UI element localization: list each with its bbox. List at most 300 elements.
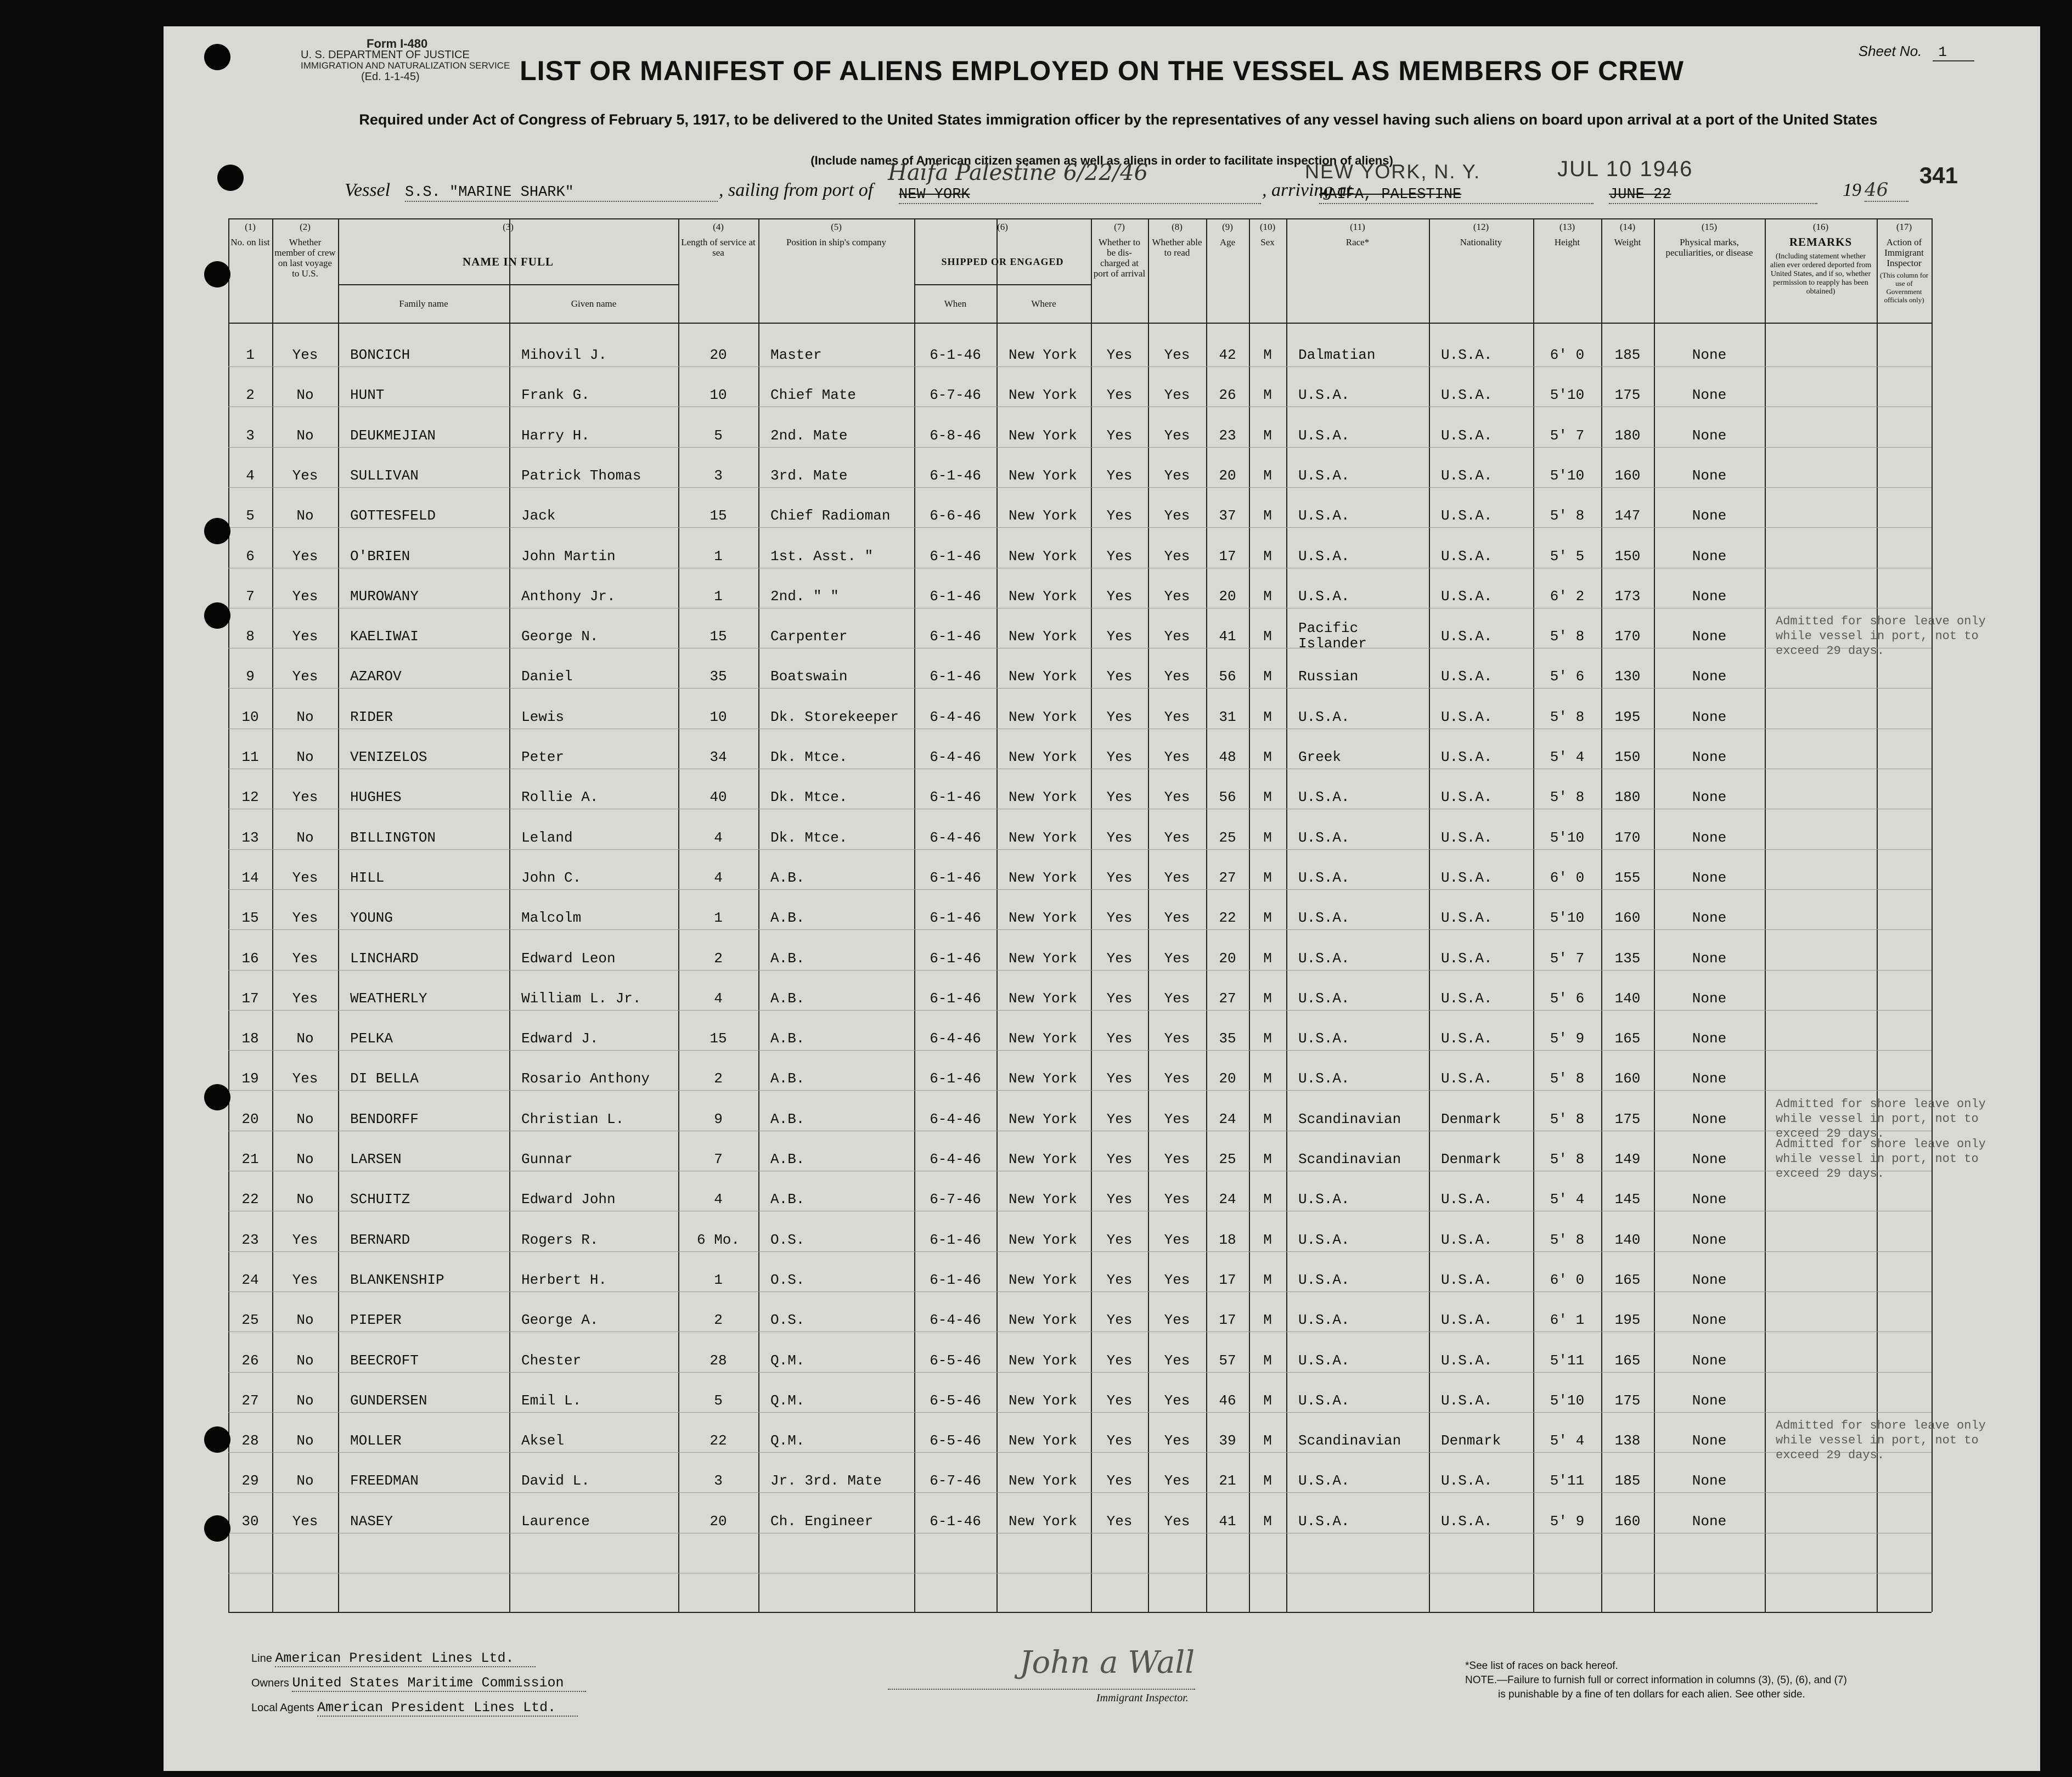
cell-age: 17: [1219, 1312, 1236, 1329]
cell-disch: Yes: [1106, 950, 1133, 967]
cell-position: 2nd. " ": [770, 588, 839, 605]
cell-marks: None: [1692, 507, 1727, 524]
cell-position: A.B.: [770, 869, 805, 886]
cell-read: Yes: [1164, 950, 1190, 967]
cell-race: Scandinavian: [1298, 1151, 1401, 1167]
remark-shore-leave: [1776, 614, 1986, 658]
cell-given: Rosario Anthony: [521, 1070, 650, 1087]
cell-given: George N.: [521, 628, 599, 645]
cell-where: New York: [1009, 548, 1077, 565]
cell-read: Yes: [1164, 910, 1190, 927]
cell-sex: M: [1263, 990, 1272, 1007]
inspector-label: Immigrant Inspector.: [1096, 1692, 1189, 1704]
cell-disch: Yes: [1106, 1030, 1133, 1047]
cell-last: Yes: [292, 668, 318, 685]
cell-when: 6-1-46: [930, 910, 981, 927]
cell-family: SULLIVAN: [350, 467, 419, 484]
cell-nat: U.S.A.: [1441, 1473, 1493, 1490]
cell-no: 25: [241, 1312, 259, 1329]
cell-given: Emil L.: [521, 1392, 582, 1409]
table-border-bottom: [228, 1612, 1932, 1613]
cell-position: A.B.: [770, 910, 805, 927]
cell-sex: M: [1263, 1432, 1272, 1449]
cell-weight: 173: [1614, 588, 1641, 605]
cell-where: New York: [1009, 668, 1077, 685]
cell-read: Yes: [1164, 990, 1190, 1007]
table-row: [228, 668, 1932, 708]
cell-position: Chief Mate: [770, 387, 857, 404]
cell-service: 20: [710, 347, 727, 363]
cell-nat: Denmark: [1441, 1110, 1501, 1127]
table-row: [228, 467, 1932, 507]
cell-marks: None: [1692, 467, 1727, 484]
cell-read: Yes: [1164, 427, 1190, 444]
cell-height: 5' 9: [1550, 1030, 1585, 1047]
table-row: [228, 910, 1932, 950]
cell-given: Peter: [521, 749, 565, 765]
cell-read: Yes: [1164, 668, 1190, 685]
cell-service: 15: [710, 628, 727, 645]
cell-race: U.S.A.: [1298, 588, 1350, 605]
cell-race: U.S.A.: [1298, 1191, 1350, 1208]
cell-when: 6-1-46: [930, 990, 981, 1007]
cell-given: Edward Leon: [521, 950, 616, 967]
cell-position: Chief Radioman: [770, 507, 891, 524]
cell-when: 6-7-46: [930, 387, 981, 404]
cell-when: 6-1-46: [930, 588, 981, 605]
column-number: (16): [1812, 222, 1829, 232]
punch-hole: [204, 602, 230, 629]
cell-nat: U.S.A.: [1441, 588, 1493, 605]
cell-when: 6-5-46: [930, 1352, 981, 1369]
cell-race: Pacific Islander: [1298, 620, 1367, 652]
sailing-port-handwritten: Haifa Palestine 6/22/46: [888, 160, 1148, 185]
remark-line: Admitted for shore leave only: [1776, 1137, 1986, 1151]
cell-family: DI BELLA: [350, 1070, 419, 1087]
cell-service: 9: [714, 1110, 723, 1127]
cell-height: 5' 8: [1550, 628, 1585, 645]
table-row: [228, 830, 1932, 870]
cell-last: No: [296, 1392, 314, 1409]
remark-shore-leave: [1776, 1137, 1986, 1181]
cell-sex: M: [1263, 1110, 1272, 1127]
cell-given: Harry H.: [521, 427, 590, 444]
cell-when: 6-1-46: [930, 1513, 981, 1530]
remark-line: exceed 29 days.: [1776, 1126, 1885, 1141]
cell-race: U.S.A.: [1298, 1231, 1350, 1248]
cell-age: 21: [1219, 1473, 1236, 1490]
cell-given: Laurence: [521, 1513, 590, 1530]
table-row: [228, 1111, 1932, 1151]
cell-read: Yes: [1164, 1432, 1190, 1449]
cell-last: No: [296, 1030, 314, 1047]
races-note: *See list of races on back hereof.: [1465, 1660, 1618, 1672]
table-row: [228, 347, 1932, 387]
cell-sex: M: [1263, 829, 1272, 846]
cell-position: 3rd. Mate: [770, 467, 848, 484]
date-stamp: JUL 10 1946: [1557, 157, 1693, 181]
cell-nat: U.S.A.: [1441, 829, 1493, 846]
cell-disch: Yes: [1106, 628, 1133, 645]
table-row: [228, 709, 1932, 749]
cell-last: No: [296, 708, 314, 725]
cell-when: 6-5-46: [930, 1432, 981, 1449]
cell-last: No: [296, 387, 314, 404]
arriving-port: HAIFA, PALESTINE: [1319, 187, 1594, 204]
page-number: 341: [1919, 162, 1958, 188]
cell-disch: Yes: [1106, 869, 1133, 886]
header-remarks-note: (Including statement whether alien ever ordered deported from United States, and if so, whether permission to reapply has been obtained): [1770, 252, 1872, 296]
cell-when: 6-1-46: [930, 548, 981, 565]
cell-when: 6-1-46: [930, 950, 981, 967]
cell-height: 5' 8: [1550, 1231, 1585, 1248]
cell-family: GUNDERSEN: [350, 1392, 427, 1409]
cell-marks: None: [1692, 1191, 1727, 1208]
cell-when: 6-4-46: [930, 749, 981, 765]
cell-family: HILL: [350, 869, 385, 886]
cell-marks: None: [1692, 548, 1727, 565]
cell-given: David L.: [521, 1473, 590, 1490]
cell-age: 17: [1219, 548, 1236, 565]
cell-family: BONCICH: [350, 347, 410, 363]
cell-disch: Yes: [1106, 1352, 1133, 1369]
cell-service: 10: [710, 387, 727, 404]
cell-given: Leland: [521, 829, 573, 846]
cell-sex: M: [1263, 869, 1272, 886]
cell-disch: Yes: [1106, 1432, 1133, 1449]
cell-nat: U.S.A.: [1441, 869, 1493, 886]
cell-height: 5' 8: [1550, 1151, 1585, 1167]
cell-family: BILLINGTON: [350, 829, 436, 846]
cell-read: Yes: [1164, 1151, 1190, 1167]
cell-height: 6' 0: [1550, 1271, 1585, 1288]
cell-service: 1: [714, 548, 723, 565]
cell-family: RIDER: [350, 708, 393, 725]
cell-disch: Yes: [1106, 1513, 1133, 1530]
cell-service: 15: [710, 1030, 727, 1047]
cell-where: New York: [1009, 869, 1077, 886]
cell-height: 5'10: [1550, 829, 1585, 846]
table-row: [228, 1030, 1932, 1070]
column-number: (8): [1172, 222, 1183, 232]
cell-last: No: [296, 1151, 314, 1167]
cell-age: 20: [1219, 1070, 1236, 1087]
cell-family: GOTTESFELD: [350, 507, 436, 524]
cell-height: 5'11: [1550, 1352, 1585, 1369]
cell-family: WEATHERLY: [350, 990, 427, 1007]
cell-where: New York: [1009, 950, 1077, 967]
table-border-top: [228, 218, 1932, 219]
cell-position: Carpenter: [770, 628, 848, 645]
cell-where: New York: [1009, 588, 1077, 605]
table-row: [228, 1513, 1932, 1553]
cell-height: 6' 0: [1550, 869, 1585, 886]
header-family-name: Family name: [399, 298, 448, 309]
table-row: [228, 507, 1932, 548]
cell-given: Lewis: [521, 708, 565, 725]
remark-line: while vessel in port, not to: [1776, 1434, 1979, 1448]
cell-last: Yes: [292, 628, 318, 645]
cell-height: 5' 6: [1550, 668, 1585, 685]
table-row: [228, 789, 1932, 829]
cell-position: Dk. Mtce.: [770, 829, 848, 846]
cell-disch: Yes: [1106, 668, 1133, 685]
header-name-in-full: NAME IN FULL: [462, 255, 554, 268]
cell-last: Yes: [292, 1513, 318, 1530]
agents-value: American President Lines Ltd.: [317, 1700, 578, 1717]
sailing-port: NEW YORK: [899, 187, 1261, 204]
cell-when: 6-1-46: [930, 467, 981, 484]
cell-where: New York: [1009, 347, 1077, 363]
cell-read: Yes: [1164, 467, 1190, 484]
cell-service: 2: [714, 950, 723, 967]
cell-last: No: [296, 749, 314, 765]
cell-height: 6' 1: [1550, 1312, 1585, 1329]
cell-race: U.S.A.: [1298, 1513, 1350, 1530]
cell-marks: None: [1692, 588, 1727, 605]
cell-age: 25: [1219, 1151, 1236, 1167]
cell-age: 41: [1219, 628, 1236, 645]
cell-position: Jr. 3rd. Mate: [770, 1473, 882, 1490]
cell-height: 5' 4: [1550, 1191, 1585, 1208]
cell-when: 6-1-46: [930, 628, 981, 645]
header-where: Where: [1031, 298, 1056, 309]
cell-where: New York: [1009, 1392, 1077, 1409]
column-number: (12): [1473, 222, 1489, 232]
column-number: (9): [1222, 222, 1233, 232]
cell-age: 35: [1219, 1030, 1236, 1047]
cell-when: 6-4-46: [930, 1110, 981, 1127]
remark-line: while vessel in port, not to: [1776, 1152, 1979, 1166]
table-row: [228, 548, 1932, 588]
cell-disch: Yes: [1106, 789, 1133, 806]
header-given-name: Given name: [571, 298, 617, 309]
cell-when: 6-1-46: [930, 1070, 981, 1087]
cell-marks: None: [1692, 1151, 1727, 1167]
cell-last: No: [296, 829, 314, 846]
cell-last: No: [296, 1191, 314, 1208]
cell-given: Mihovil J.: [521, 347, 607, 363]
table-row: [228, 588, 1932, 628]
cell-when: 6-7-46: [930, 1191, 981, 1208]
cell-no: 19: [241, 1070, 259, 1087]
cell-when: 6-1-46: [930, 668, 981, 685]
cell-position: Q.M.: [770, 1392, 805, 1409]
cell-when: 6-1-46: [930, 1271, 981, 1288]
cell-family: MOLLER: [350, 1432, 402, 1449]
line-value: American President Lines Ltd.: [275, 1650, 536, 1667]
cell-service: 15: [710, 507, 727, 524]
cell-given: Daniel: [521, 668, 573, 685]
owners-value: United States Maritime Commission: [292, 1675, 585, 1692]
cell-race: U.S.A.: [1298, 1473, 1350, 1490]
cell-nat: U.S.A.: [1441, 1030, 1493, 1047]
cell-position: O.S.: [770, 1271, 805, 1288]
cell-age: 57: [1219, 1352, 1236, 1369]
cell-weight: 130: [1614, 668, 1641, 685]
cell-nat: U.S.A.: [1441, 990, 1493, 1007]
cell-service: 3: [714, 1473, 723, 1490]
cell-where: New York: [1009, 1271, 1077, 1288]
cell-height: 5' 8: [1550, 507, 1585, 524]
cell-weight: 135: [1614, 950, 1641, 967]
page-subtitle: Required under Act of Congress of February 5, 1917, to be delivered to the United States immigration officer by the representatives of any vessel having such aliens on board upon arrival at a port of the United States: [359, 111, 1878, 128]
cell-where: New York: [1009, 1231, 1077, 1248]
cell-sex: M: [1263, 1151, 1272, 1167]
cell-race: U.S.A.: [1298, 548, 1350, 565]
cell-service: 4: [714, 869, 723, 886]
header-length-service: Length of service at sea: [681, 237, 756, 258]
cell-where: New York: [1009, 708, 1077, 725]
cell-no: 16: [241, 950, 259, 967]
table-row: [228, 1432, 1932, 1473]
cell-disch: Yes: [1106, 548, 1133, 565]
cell-age: 20: [1219, 467, 1236, 484]
cell-sex: M: [1263, 387, 1272, 404]
cell-read: Yes: [1164, 387, 1190, 404]
cell-weight: 147: [1614, 507, 1641, 524]
cell-no: 11: [241, 749, 259, 765]
column-number: (14): [1619, 222, 1636, 232]
cell-service: 20: [710, 1513, 727, 1530]
cell-weight: 165: [1614, 1352, 1641, 1369]
cell-read: Yes: [1164, 628, 1190, 645]
year-prefix: 19: [1843, 180, 1861, 200]
cell-height: 5'10: [1550, 1392, 1585, 1409]
cell-read: Yes: [1164, 749, 1190, 765]
cell-service: 4: [714, 1191, 723, 1208]
cell-service: 40: [710, 789, 727, 806]
cell-weight: 160: [1614, 1513, 1641, 1530]
cell-height: 5'10: [1550, 910, 1585, 927]
table-row: [228, 990, 1932, 1030]
cell-last: Yes: [292, 1070, 318, 1087]
header-action-note: (This column for use of Government officials only): [1879, 271, 1929, 304]
agency-line-1: U. S. DEPARTMENT OF JUSTICE: [301, 49, 470, 61]
cell-age: 37: [1219, 507, 1236, 524]
cell-where: New York: [1009, 628, 1077, 645]
cell-family: HUGHES: [350, 789, 402, 806]
table-row: [228, 620, 1932, 668]
cell-read: Yes: [1164, 1352, 1190, 1369]
cell-disch: Yes: [1106, 507, 1133, 524]
cell-nat: U.S.A.: [1441, 1191, 1493, 1208]
cell-nat: U.S.A.: [1441, 789, 1493, 806]
cell-nat: U.S.A.: [1441, 1231, 1493, 1248]
cell-service: 2: [714, 1070, 723, 1087]
cell-family: PIEPER: [350, 1312, 402, 1329]
cell-sex: M: [1263, 1312, 1272, 1329]
cell-given: Rogers R.: [521, 1231, 599, 1248]
remark-line: Admitted for shore leave only: [1776, 614, 1986, 629]
header-height: Height: [1554, 237, 1580, 247]
column-number: (10): [1259, 222, 1276, 232]
cell-where: New York: [1009, 1432, 1077, 1449]
cell-disch: Yes: [1106, 1392, 1133, 1409]
cell-disch: Yes: [1106, 1110, 1133, 1127]
cell-when: 6-1-46: [930, 1231, 981, 1248]
cell-no: 6: [246, 548, 255, 565]
cell-disch: Yes: [1106, 990, 1133, 1007]
cell-weight: 140: [1614, 990, 1641, 1007]
cell-disch: Yes: [1106, 1473, 1133, 1490]
header-weight: Weight: [1614, 237, 1641, 247]
cell-family: LARSEN: [350, 1151, 402, 1167]
table-vline: [1932, 218, 1933, 1612]
cell-where: New York: [1009, 387, 1077, 404]
cell-position: A.B.: [770, 1110, 805, 1127]
form-number: Form I-480: [367, 37, 428, 50]
cell-read: Yes: [1164, 1070, 1190, 1087]
cell-given: William L. Jr.: [521, 990, 641, 1007]
cell-race: U.S.A.: [1298, 789, 1350, 806]
inspector-signature: John a Wall: [1020, 1645, 1195, 1680]
cell-service: 4: [714, 990, 723, 1007]
cell-race: U.S.A.: [1298, 467, 1350, 484]
cell-marks: None: [1692, 789, 1727, 806]
cell-last: Yes: [292, 869, 318, 886]
cell-position: Q.M.: [770, 1352, 805, 1369]
cell-marks: None: [1692, 427, 1727, 444]
cell-nat: U.S.A.: [1441, 1312, 1493, 1329]
cell-position: A.B.: [770, 950, 805, 967]
cell-disch: Yes: [1106, 829, 1133, 846]
cell-nat: U.S.A.: [1441, 507, 1493, 524]
cell-race: Scandinavian: [1298, 1432, 1401, 1449]
cell-sex: M: [1263, 910, 1272, 927]
cell-no: 10: [241, 708, 259, 725]
cell-no: 2: [246, 387, 255, 404]
sheet-number-value: 1: [1933, 44, 1974, 61]
cell-weight: 195: [1614, 1312, 1641, 1329]
cell-race: U.S.A.: [1298, 507, 1350, 524]
column-number: (5): [831, 222, 842, 232]
fine-note-2: is punishable by a fine of ten dollars for each alien. See other side.: [1498, 1689, 1805, 1700]
cell-last: Yes: [292, 588, 318, 605]
line-label: Line: [251, 1652, 272, 1665]
cell-disch: Yes: [1106, 467, 1133, 484]
cell-height: 5' 8: [1550, 789, 1585, 806]
cell-age: 31: [1219, 708, 1236, 725]
cell-height: 5'11: [1550, 1473, 1585, 1490]
column-number: (11): [1350, 222, 1365, 232]
column-number: (17): [1896, 222, 1912, 232]
cell-where: New York: [1009, 1352, 1077, 1369]
cell-age: 41: [1219, 1513, 1236, 1530]
cell-family: BLANKENSHIP: [350, 1271, 444, 1288]
cell-position: A.B.: [770, 1191, 805, 1208]
column-number: (6): [997, 222, 1008, 232]
table-row: [228, 427, 1932, 467]
agents-label: Local Agents: [251, 1702, 314, 1714]
cell-service: 5: [714, 427, 723, 444]
cell-last: Yes: [292, 950, 318, 967]
cell-marks: None: [1692, 1312, 1727, 1329]
cell-age: 24: [1219, 1191, 1236, 1208]
cell-where: New York: [1009, 1151, 1077, 1167]
header-able-read: Whether able to read: [1152, 237, 1202, 258]
cell-service: 7: [714, 1151, 723, 1167]
cell-age: 56: [1219, 789, 1236, 806]
cell-no: 24: [241, 1271, 259, 1288]
cell-marks: None: [1692, 1110, 1727, 1127]
cell-race: U.S.A.: [1298, 427, 1350, 444]
cell-sex: M: [1263, 1231, 1272, 1248]
cell-nat: Denmark: [1441, 1432, 1501, 1449]
cell-height: 5' 8: [1550, 708, 1585, 725]
cell-height: 5' 8: [1550, 1070, 1585, 1087]
cell-race: U.S.A.: [1298, 829, 1350, 846]
